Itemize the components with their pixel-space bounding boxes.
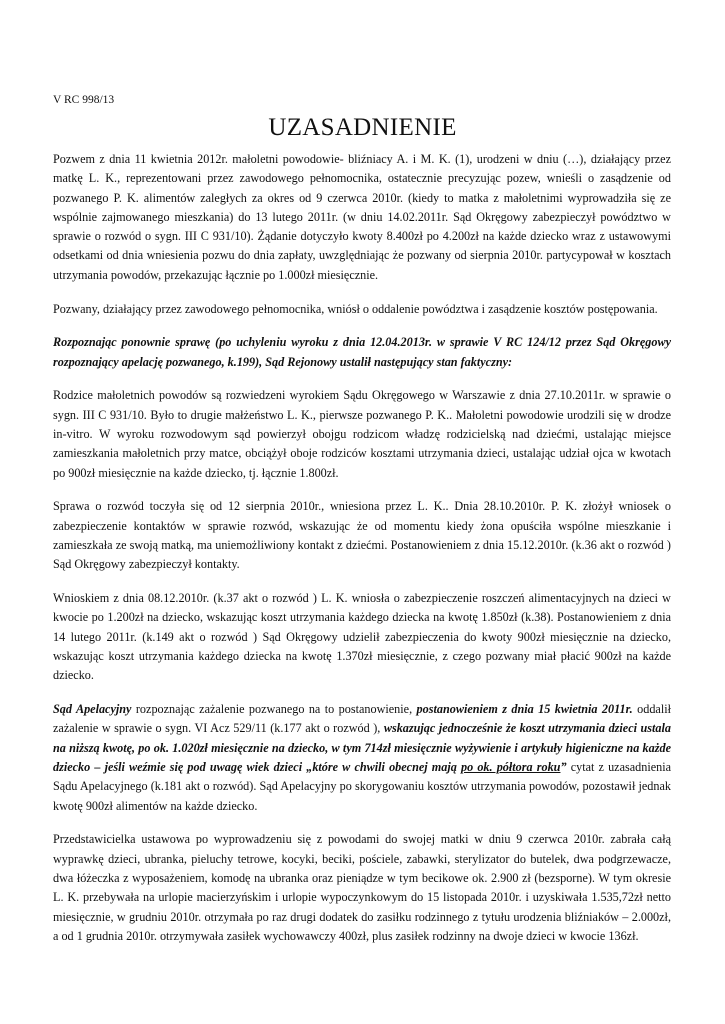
case-number: V RC 998/13 [53, 94, 115, 106]
paragraph-claim: Pozwem z dnia 11 kwietnia 2012r. małoletni powodowie- bliźniacy A. i M. K. (1), urodzeni w dniu (…), działający przez matkę L. K., reprezentowani przez zawodowego pełnomocnika, ostatecznie precyzując pozew, wnieśli o zasądzenie od pozwanego P. K. alimentów zaległych za okres od 9 czerwca 2010r. (kiedy to matka z małoletnimi wyprowadziła się ze wspólnie zajmowanego mieszkania) do 13 lutego 2011r. (w dniu 14.02.2011r. Sąd Okręgowy zabezpieczył powództwo w sprawie o rozwód o sygn. III C 931/10). Żądanie dotyczyło kwoty 8.400zł po 4.200zł na każde dziecko wraz z ustawowymi odsetkami od dnia wniesienia pozwu do dnia zapłaty, uwzględniając że pozwany od sierpnia 2010r. partycypował w kosztach utrzymania powodów, przekazując łącznie po 1.000zł miesięcznie. [53, 152, 671, 282]
paragraph-findings-heading: Rozpoznając ponownie sprawę (po uchyleniu wyroku z dnia 12.04.2013r. w sprawie V RC 124/12 przez Sąd Okręgowy rozpoznający apelację pozwanego, k.199), Sąd Rejonowy ustalił następujący stan faktyczny: [53, 335, 671, 369]
page-title: UZASADNIENIE [268, 114, 457, 141]
children-age-quote: po ok. półtora roku [461, 760, 561, 775]
text-span: oddalił zażalenie w sprawie o sygn. VI Acz 529/11 (k.177 akt o rozwód ), [53, 702, 671, 736]
appeal-cost-finding: wskazując jednocześnie że koszt utrzymania dzieci ustala na niższą kwotę, po ok. 1.020zł miesięcznie na dziecko, w tym 714zł miesięcznie wyżywienie i artykuły higieniczne na każde dziecko – jeśli weźmie się pod uwagę wiek dzieci „które w chwili obecnej mają [53, 721, 671, 775]
paragraph-divorce-proceedings: Sprawa o rozwód toczyła się od 12 sierpnia 2010r., wniesiona przez L. K.. Dnia 28.10.2010r. P. K. złożył wniosek o zabezpieczenie kontaktów w sprawie rozwód, wskazując że od momentu kiedy żona opuściła wspólne mieszkanie i zamieszkała ze swoją matką, ma uniemożliwiony kontakt z dziećmi. Postanowieniem z dnia 15.12.2010r. (k.36 akt o rozwód ) Sąd Okręgowy zabezpieczył kontakty. [53, 499, 671, 572]
paragraph-mother-income: Przedstawicielka ustawowa po wyprowadzeniu się z powodami do swojej matki w dniu 9 czerwca 2010r. zabrała całą wyprawkę dzieci, ubranka, pieluchy tetrowe, kocyki, beciki, pościele, zabawki, sterylizator do butelek, dwa podgrzewacze, dwa łóżeczka z wyposażeniem, komodę na ubranka oraz pieniądze w tym becikowe ok. 2.900 zł (bezsporne). W tym okresie L. K. przebywała na urlopie macierzyńskim i urlopie wypoczynkowym do 15 listopada 2010r. i uzyskiwała 1.535,72zł netto miesięcznie, w grudniu 2010r. otrzymała po raz drugi dodatek do zasiłku rodzinnego z tytułu urodzenia bliźniaków – 2.000zł, a od 1 grudnia 2010r. otrzymywała zasiłek wychowawczy 400zł, plus zasiłek rodzinny na dwoje dzieci w kwocie 136zł. [53, 832, 671, 943]
paragraph-defense: Pozwany, działający przez zawodowego pełnomocnika, wniósł o oddalenie powództwa i zasądzenie kosztów postępowania. [53, 301, 658, 316]
paragraph-divorce: Rodzice małoletnich powodów są rozwiedzeni wyrokiem Sądu Okręgowego w Warszawie z dnia 27.10.2011r. w sprawie o sygn. III C 931/10. Było to drugie małżeństwo L. K., pierwsze pozwanego P. K.. Małoletni powodowie urodzili się w drodze in-vitro. W wyroku rozwodowym sąd powierzył obojgu rodzicom władzę rodzicielską nad dziećmi, ustalając miejsce zamieszkania małoletnich przy matce, obciążył oboje rodziców kosztami utrzymania dzieci, ustalając udział ojca w kwotach po 900zł miesięcznie na każde dziecko, tj. łącznie 1.800zł. [53, 388, 671, 480]
document-body [53, 150, 671, 961]
paragraph-appeal-court [53, 700, 671, 816]
quote-close: ” [560, 760, 567, 775]
text-span: rozpoznając zażalenie pozwanego na to postanowienie, [131, 702, 417, 717]
text-span: cytat z uzasadnienia Sądu Apelacyjnego (k.181 akt o rozwód). Sąd Apelacyjny po skorygowaniu kosztów utrzymania powodów, pozostawił jednak kwotę 900zł alimentów na każde dziecko. [53, 760, 671, 813]
appeal-decision-date: postanowieniem z dnia 15 kwietnia 2011r. [416, 702, 633, 717]
appeal-court-name: Sąd Apelacyjny [53, 702, 132, 717]
paragraph-security-motion: Wnioskiem z dnia 08.12.2010r. (k.37 akt o rozwód ) L. K. wniosła o zabezpieczenie roszczeń alimentacyjnych na dzieci w kwocie po 1.200zł na dziecko, wskazując koszt utrzymania każdego dziecka na kwotę 1.850zł (k.38). Postanowieniem z dnia 14 lutego 2011r. (k.149 akt o rozwód ) Sąd Okręgowy udzielił zabezpieczenia do kwoty 900zł miesięcznie na dziecko, wskazując koszt utrzymania każdego dziecka na kwotę 1.370zł miesięcznie, z czego pozwany miał płacić 900zł na każde dziecko. [53, 591, 671, 683]
